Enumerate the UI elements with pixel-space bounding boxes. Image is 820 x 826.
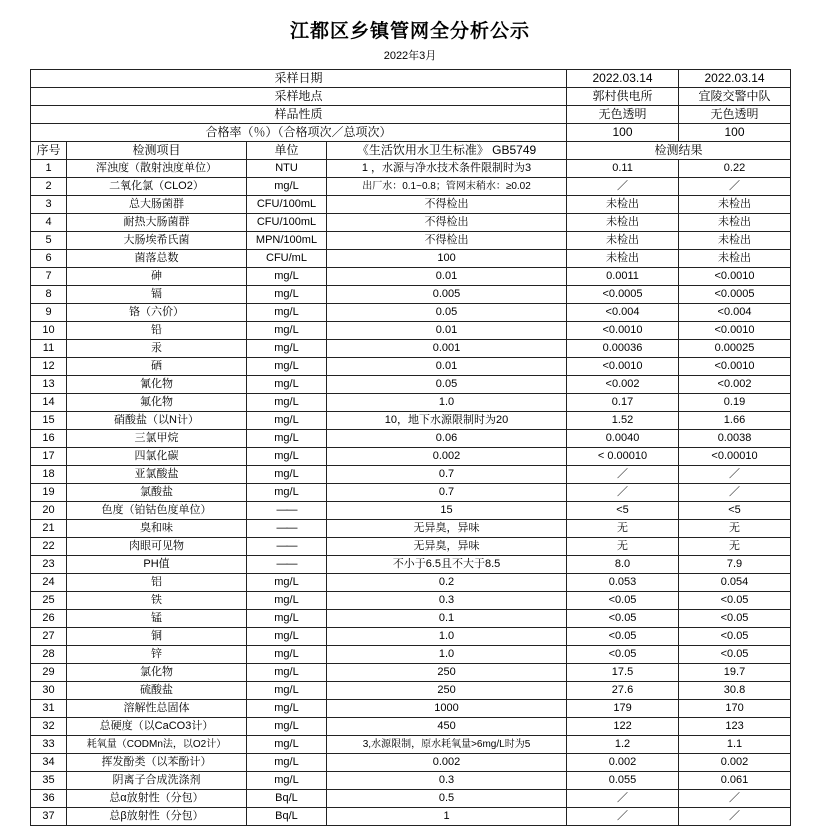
row-unit: mg/L: [247, 466, 327, 484]
row-item: 溶解性总固体: [67, 700, 247, 718]
row-standard: 0.005: [327, 286, 567, 304]
label-sample-location: 采样地点: [31, 88, 567, 106]
row-unit: CFU/mL: [247, 250, 327, 268]
row-unit: mg/L: [247, 610, 327, 628]
row-result-1: 0.17: [567, 394, 679, 412]
row-result-2: <0.004: [679, 304, 791, 322]
row-unit: mg/L: [247, 574, 327, 592]
row-no: 2: [31, 178, 67, 196]
column-header-row: [31, 142, 791, 160]
row-unit: mg/L: [247, 718, 327, 736]
row-no: 16: [31, 430, 67, 448]
row-unit: mg/L: [247, 646, 327, 664]
row-item: 铜: [67, 628, 247, 646]
row-no: 31: [31, 700, 67, 718]
row-result-2: ／: [679, 466, 791, 484]
row-no: 36: [31, 790, 67, 808]
row-item: 锰: [67, 610, 247, 628]
table-row: [31, 538, 791, 556]
row-standard: 不得检出: [327, 196, 567, 214]
row-unit: mg/L: [247, 448, 327, 466]
table-row: [31, 646, 791, 664]
row-no: 22: [31, 538, 67, 556]
row-result-2: 0.22: [679, 160, 791, 178]
row-result-1: 1.52: [567, 412, 679, 430]
row-standard: 0.05: [327, 376, 567, 394]
row-item: 阴离子合成洗涤剂: [67, 772, 247, 790]
row-result-1: <0.05: [567, 628, 679, 646]
row-result-1: <0.002: [567, 376, 679, 394]
value-sample-date-1: 2022.03.14: [567, 70, 679, 88]
row-result-1: ／: [567, 466, 679, 484]
row-unit: ——: [247, 556, 327, 574]
row-standard: 不小于6.5且不大于8.5: [327, 556, 567, 574]
table-row: [31, 718, 791, 736]
row-unit: mg/L: [247, 628, 327, 646]
row-unit: mg/L: [247, 430, 327, 448]
row-no: 28: [31, 646, 67, 664]
row-item: 挥发酚类（以苯酚计）: [67, 754, 247, 772]
row-item: 氰化物: [67, 376, 247, 394]
value-pass-rate-2: 100: [679, 124, 791, 142]
label-pass-rate: 合格率（％）（合格项次／总项次）: [31, 124, 567, 142]
table-row: [31, 448, 791, 466]
row-no: 27: [31, 628, 67, 646]
row-no: 10: [31, 322, 67, 340]
row-result-2: ／: [679, 484, 791, 502]
table-row: [31, 502, 791, 520]
row-no: 4: [31, 214, 67, 232]
row-no: 20: [31, 502, 67, 520]
row-result-1: <0.05: [567, 610, 679, 628]
row-item: 铬（六价）: [67, 304, 247, 322]
row-standard: 1: [327, 808, 567, 826]
row-result-2: 未检出: [679, 232, 791, 250]
header-row-sample-date: [31, 70, 791, 88]
row-result-2: 0.19: [679, 394, 791, 412]
row-no: 1: [31, 160, 67, 178]
table-row: [31, 430, 791, 448]
row-standard: 无异臭，异味: [327, 520, 567, 538]
row-result-1: ／: [567, 484, 679, 502]
row-no: 21: [31, 520, 67, 538]
row-item: PH值: [67, 556, 247, 574]
column-header-standard: 《生活饮用水卫生标准》 GB5749: [327, 142, 567, 160]
row-standard: 不得检出: [327, 214, 567, 232]
row-result-2: 0.002: [679, 754, 791, 772]
table-row: [31, 178, 791, 196]
row-no: 11: [31, 340, 67, 358]
row-unit: NTU: [247, 160, 327, 178]
row-result-2: 1.1: [679, 736, 791, 754]
row-result-2: <0.05: [679, 646, 791, 664]
row-item: 硝酸盐（以N计）: [67, 412, 247, 430]
row-result-1: ／: [567, 790, 679, 808]
row-result-2: <0.00010: [679, 448, 791, 466]
row-result-2: 0.0038: [679, 430, 791, 448]
row-no: 37: [31, 808, 67, 826]
row-unit: mg/L: [247, 268, 327, 286]
table-row: [31, 484, 791, 502]
row-result-2: ／: [679, 808, 791, 826]
row-result-2: 7.9: [679, 556, 791, 574]
row-no: 17: [31, 448, 67, 466]
row-result-1: < 0.00010: [567, 448, 679, 466]
row-no: 15: [31, 412, 67, 430]
row-no: 12: [31, 358, 67, 376]
row-item: 总β放射性（分包）: [67, 808, 247, 826]
row-item: 氯酸盐: [67, 484, 247, 502]
row-result-2: 无: [679, 538, 791, 556]
row-result-2: 0.061: [679, 772, 791, 790]
row-unit: mg/L: [247, 376, 327, 394]
row-result-1: <0.05: [567, 592, 679, 610]
row-result-1: <0.0010: [567, 358, 679, 376]
row-result-1: 未检出: [567, 214, 679, 232]
row-unit: mg/L: [247, 412, 327, 430]
row-result-1: 1.2: [567, 736, 679, 754]
row-result-1: 0.0011: [567, 268, 679, 286]
row-result-2: <0.05: [679, 592, 791, 610]
row-item: 汞: [67, 340, 247, 358]
row-result-1: ／: [567, 178, 679, 196]
row-no: 33: [31, 736, 67, 754]
row-result-1: 122: [567, 718, 679, 736]
row-standard: 0.05: [327, 304, 567, 322]
column-header-item: 检测项目: [67, 142, 247, 160]
row-result-2: 未检出: [679, 250, 791, 268]
row-standard: 0.2: [327, 574, 567, 592]
table-row: [31, 268, 791, 286]
row-standard: 10，地下水源限制时为20: [327, 412, 567, 430]
row-result-2: 170: [679, 700, 791, 718]
row-standard: 1000: [327, 700, 567, 718]
table-row: [31, 160, 791, 178]
row-standard: 出厂水：0.1~0.8；管网末稍水：≥0.02: [327, 178, 567, 196]
row-item: 色度（铂钴色度单位）: [67, 502, 247, 520]
row-standard: 0.3: [327, 592, 567, 610]
row-unit: mg/L: [247, 772, 327, 790]
row-unit: Bq/L: [247, 790, 327, 808]
row-standard: 0.002: [327, 448, 567, 466]
row-standard: 0.06: [327, 430, 567, 448]
row-result-2: 1.66: [679, 412, 791, 430]
row-standard: 0.001: [327, 340, 567, 358]
table-row: [31, 556, 791, 574]
row-unit: MPN/100mL: [247, 232, 327, 250]
row-result-2: <0.0010: [679, 358, 791, 376]
row-result-1: 未检出: [567, 232, 679, 250]
row-result-2: ／: [679, 790, 791, 808]
row-item: 总大肠菌群: [67, 196, 247, 214]
row-standard: 0.1: [327, 610, 567, 628]
page-title: 江都区乡镇管网全分析公示: [289, 21, 530, 42]
row-item: 四氯化碳: [67, 448, 247, 466]
column-header-unit: 单位: [247, 142, 327, 160]
table-row: [31, 322, 791, 340]
row-result-1: <0.0005: [567, 286, 679, 304]
header-row-pass-rate: [31, 124, 791, 142]
row-standard: 0.002: [327, 754, 567, 772]
row-result-1: 179: [567, 700, 679, 718]
row-result-2: 未检出: [679, 214, 791, 232]
row-item: 亚氯酸盐: [67, 466, 247, 484]
row-result-2: 未检出: [679, 196, 791, 214]
row-result-1: <0.0010: [567, 322, 679, 340]
table-row: [31, 376, 791, 394]
row-standard: 100: [327, 250, 567, 268]
table-row: [31, 664, 791, 682]
row-standard: 250: [327, 664, 567, 682]
row-item: 硒: [67, 358, 247, 376]
row-item: 总α放射性（分包）: [67, 790, 247, 808]
table-row: [31, 250, 791, 268]
row-result-2: <0.05: [679, 628, 791, 646]
row-result-2: <0.05: [679, 610, 791, 628]
row-item: 肉眼可见物: [67, 538, 247, 556]
row-unit: mg/L: [247, 340, 327, 358]
row-unit: mg/L: [247, 286, 327, 304]
row-unit: mg/L: [247, 592, 327, 610]
table-row: [31, 700, 791, 718]
row-item: 总硬度（以CaCO3计）: [67, 718, 247, 736]
row-result-1: 17.5: [567, 664, 679, 682]
row-standard: 3,水源限制，原水耗氧量>6mg/L时为5: [327, 736, 567, 754]
table-row: [31, 232, 791, 250]
row-no: 3: [31, 196, 67, 214]
row-no: 34: [31, 754, 67, 772]
row-result-1: 27.6: [567, 682, 679, 700]
row-standard: 1 ，水源与净水技术条件限制时为3: [327, 160, 567, 178]
table-row: [31, 628, 791, 646]
row-no: 32: [31, 718, 67, 736]
water-quality-table: [30, 69, 791, 826]
row-result-2: 30.8: [679, 682, 791, 700]
table-row: [31, 592, 791, 610]
row-standard: 0.7: [327, 466, 567, 484]
row-item: 砷: [67, 268, 247, 286]
row-result-2: 0.054: [679, 574, 791, 592]
row-unit: CFU/100mL: [247, 214, 327, 232]
table-row: [31, 412, 791, 430]
row-no: 13: [31, 376, 67, 394]
row-item: 三氯甲烷: [67, 430, 247, 448]
row-unit: Bq/L: [247, 808, 327, 826]
table-row: [31, 358, 791, 376]
row-no: 8: [31, 286, 67, 304]
label-sample-property: 样品性质: [31, 106, 567, 124]
row-unit: ——: [247, 538, 327, 556]
value-sample-location-1: 郭村供电所: [567, 88, 679, 106]
table-row: [31, 466, 791, 484]
row-result-1: 未检出: [567, 250, 679, 268]
label-sample-date: 采样日期: [31, 70, 567, 88]
table-row: [31, 772, 791, 790]
row-no: 6: [31, 250, 67, 268]
row-unit: mg/L: [247, 304, 327, 322]
row-standard: 250: [327, 682, 567, 700]
row-item: 二氧化氯（CLO2）: [67, 178, 247, 196]
table-row: [31, 196, 791, 214]
row-item: 铁: [67, 592, 247, 610]
page-subtitle: 2022年3月: [383, 50, 437, 62]
row-unit: mg/L: [247, 322, 327, 340]
row-result-1: 0.002: [567, 754, 679, 772]
row-no: 29: [31, 664, 67, 682]
row-unit: ——: [247, 520, 327, 538]
column-header-result: 检测结果: [567, 142, 791, 160]
value-pass-rate-1: 100: [567, 124, 679, 142]
row-result-1: 0.11: [567, 160, 679, 178]
table-row: [31, 340, 791, 358]
row-result-1: 0.053: [567, 574, 679, 592]
row-standard: 15: [327, 502, 567, 520]
row-no: 9: [31, 304, 67, 322]
row-no: 25: [31, 592, 67, 610]
row-unit: mg/L: [247, 664, 327, 682]
row-item: 耗氧量（CODMn法，以O2计）: [67, 736, 247, 754]
row-unit: CFU/100mL: [247, 196, 327, 214]
row-result-1: 8.0: [567, 556, 679, 574]
row-no: 18: [31, 466, 67, 484]
table-row: [31, 304, 791, 322]
row-item: 大肠埃希氏菌: [67, 232, 247, 250]
row-result-2: 无: [679, 520, 791, 538]
value-sample-location-2: 宜陵交警中队: [679, 88, 791, 106]
table-row: [31, 808, 791, 826]
value-sample-date-2: 2022.03.14: [679, 70, 791, 88]
row-standard: 1.0: [327, 628, 567, 646]
row-item: 氟化物: [67, 394, 247, 412]
row-unit: mg/L: [247, 682, 327, 700]
row-standard: 不得检出: [327, 232, 567, 250]
row-result-2: <0.0005: [679, 286, 791, 304]
row-standard: 0.7: [327, 484, 567, 502]
row-result-1: <0.004: [567, 304, 679, 322]
table-row: [31, 394, 791, 412]
value-sample-property-1: 无色透明: [567, 106, 679, 124]
row-item: 铅: [67, 322, 247, 340]
row-item: 耐热大肠菌群: [67, 214, 247, 232]
row-no: 24: [31, 574, 67, 592]
row-no: 14: [31, 394, 67, 412]
row-standard: 0.01: [327, 358, 567, 376]
row-standard: 450: [327, 718, 567, 736]
row-item: 臭和味: [67, 520, 247, 538]
row-item: 菌落总数: [67, 250, 247, 268]
row-no: 19: [31, 484, 67, 502]
header-row-sample-location: [31, 88, 791, 106]
row-result-2: 19.7: [679, 664, 791, 682]
row-result-2: <0.0010: [679, 322, 791, 340]
row-standard: 1.0: [327, 646, 567, 664]
row-result-1: <5: [567, 502, 679, 520]
table-row: [31, 790, 791, 808]
row-item: 铝: [67, 574, 247, 592]
row-item: 浑浊度（散射浊度单位）: [67, 160, 247, 178]
row-standard: 1.0: [327, 394, 567, 412]
row-result-2: ／: [679, 178, 791, 196]
row-result-1: 0.0040: [567, 430, 679, 448]
row-result-2: 0.00025: [679, 340, 791, 358]
row-no: 26: [31, 610, 67, 628]
row-unit: mg/L: [247, 754, 327, 772]
table-row: [31, 574, 791, 592]
table-row: [31, 610, 791, 628]
row-result-1: 0.055: [567, 772, 679, 790]
row-result-1: 未检出: [567, 196, 679, 214]
table-row: [31, 214, 791, 232]
row-result-2: <0.0010: [679, 268, 791, 286]
row-standard: 无异臭，异味: [327, 538, 567, 556]
row-item: 硫酸盐: [67, 682, 247, 700]
row-standard: 0.3: [327, 772, 567, 790]
row-unit: mg/L: [247, 484, 327, 502]
table-row: [31, 286, 791, 304]
row-result-1: <0.05: [567, 646, 679, 664]
table-row: [31, 520, 791, 538]
value-sample-property-2: 无色透明: [679, 106, 791, 124]
row-no: 30: [31, 682, 67, 700]
header-row-sample-property: [31, 106, 791, 124]
table-body: [31, 70, 791, 826]
table-row: [31, 682, 791, 700]
row-result-2: <5: [679, 502, 791, 520]
row-result-2: 123: [679, 718, 791, 736]
row-item: 镉: [67, 286, 247, 304]
row-unit: mg/L: [247, 736, 327, 754]
column-header-no: 序号: [31, 142, 67, 160]
row-no: 5: [31, 232, 67, 250]
row-result-1: 0.00036: [567, 340, 679, 358]
row-unit: mg/L: [247, 358, 327, 376]
row-unit: mg/L: [247, 178, 327, 196]
table-row: [31, 754, 791, 772]
row-standard: 0.01: [327, 268, 567, 286]
row-no: 35: [31, 772, 67, 790]
row-standard: 0.5: [327, 790, 567, 808]
row-result-1: ／: [567, 808, 679, 826]
row-standard: 0.01: [327, 322, 567, 340]
row-result-2: <0.002: [679, 376, 791, 394]
row-result-1: 无: [567, 538, 679, 556]
row-result-1: 无: [567, 520, 679, 538]
row-no: 23: [31, 556, 67, 574]
row-item: 锌: [67, 646, 247, 664]
row-unit: ——: [247, 502, 327, 520]
row-unit: mg/L: [247, 700, 327, 718]
row-item: 氯化物: [67, 664, 247, 682]
table-row: [31, 736, 791, 754]
row-unit: mg/L: [247, 394, 327, 412]
row-no: 7: [31, 268, 67, 286]
